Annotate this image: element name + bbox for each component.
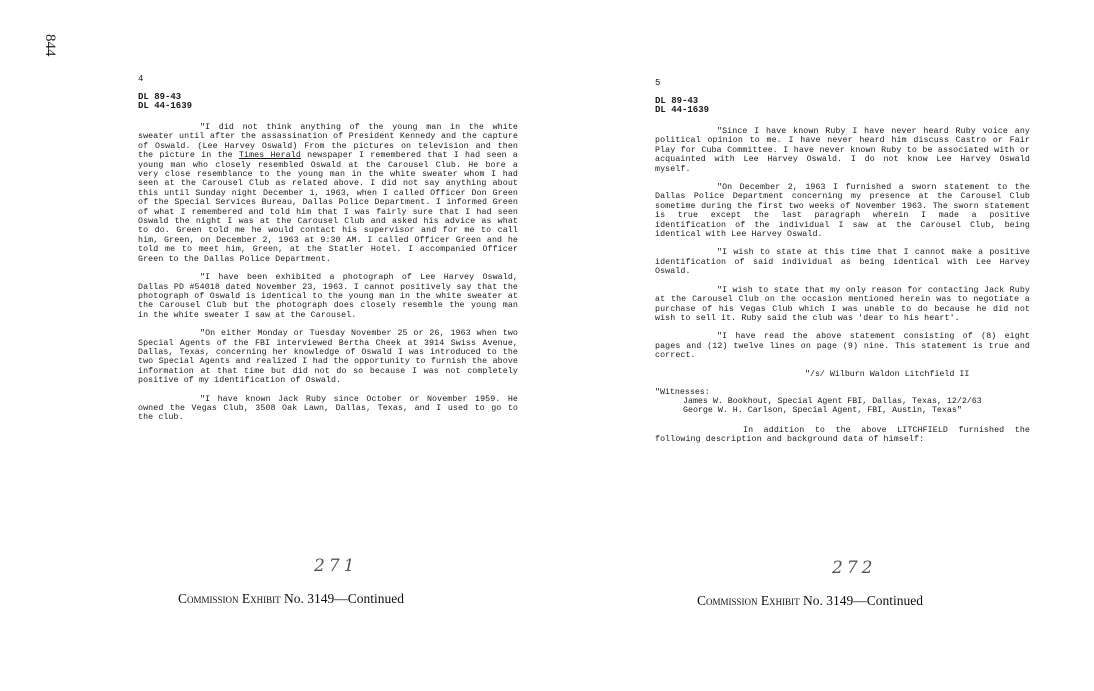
left-handwritten-number: 271: [314, 556, 359, 576]
left-file-number-1: DL 89-43: [138, 92, 182, 102]
left-caption-prefix: Commission Exhibit: [178, 591, 281, 606]
right-page-number: 5: [655, 78, 661, 88]
left-paragraph-1-pre: "I did not think anything of the young man in the white sweater until after the assassination of President Kennedy and the capture of Oswald. (Lee Harvey Oswald) From the pictures on television and then the picture in the: [138, 123, 518, 161]
right-page: [655, 78, 1030, 454]
left-paragraph-4: "I have known Jack Ruby since October or November 1959. He owned the Vegas Club, 3508 Oak Lawn, Dallas, Texas, and I used to go to the club.: [138, 394, 518, 423]
left-page: [138, 74, 518, 432]
witnesses-label: "Witnesses:: [655, 387, 710, 397]
left-paragraph-1-post: newspaper I remembered that I had seen a young man who closely resembled Oswald at the Carousel Club. He bore a very close resemblance to the young man in the white sweater whom I had seen at the Carousel Club as related above. I did not say anything about this until Sunday night December 1, 1963, when I called Officer Don Green of the Special Services Bureau, Dallas Police Department. I informed Green of what I remembered and told him that I was fairly sure that I had seen Oswald the night I was at the Carousel Club and asked his advice as what to do. Green told me he would contact his supervisor and for me to call him, Green, on December 2, 1963 at 9:30 AM. I called Officer Green and he told me to meet him, Green, at the Statler Hotel. I accompanied Officer Green to the Dallas Police Department.: [138, 151, 519, 264]
signature-line: "/s/ Wilburn Waldon Litchfield II: [805, 369, 970, 379]
right-caption: [697, 593, 923, 609]
right-file-number-1: DL 89-43: [655, 96, 699, 106]
closing-paragraph: In addition to the above LITCHFIELD furnished the following description and background data of himself:: [655, 425, 1030, 445]
right-paragraph-4: "I wish to state that my only reason for contacting Jack Ruby at the Carousel Club on the occasion mentioned herein was to negotiate a purchase of his Vegas Club which I was unable to do because he did not wish to sell it. Ruby said the club was 'dear to his heart'.: [655, 285, 1030, 323]
witness-1: James W. Bookhout, Special Agent FBI, Dallas, Texas, 12/2/63: [683, 396, 982, 406]
witnesses-block: [655, 388, 1030, 416]
left-paragraph-3: "On either Monday or Tuesday November 25 or 26, 1963 when two Special Agents of the FBI interviewed Bertha Cheek at 3914 Swiss Avenue, Dallas, Texas, concerning her knowledge of Oswald I was introduced to the two Special Agents and realized I had the opportunity to furnish the above information at that time but did not do so because I was not completely positive of my identification of Oswald.: [138, 329, 518, 386]
left-caption-suffix: No. 3149—Continued: [284, 591, 405, 606]
right-handwritten-number: 272: [832, 558, 877, 578]
right-caption-suffix: No. 3149—Continued: [803, 593, 924, 608]
witness-2: George W. H. Carlson, Special Agent, FBI, Austin, Texas": [683, 406, 962, 416]
left-caption: [178, 591, 404, 607]
left-paragraph-2: "I have been exhibited a photograph of Lee Harvey Oswald, Dallas PD #54018 dated November 23, 1963. I cannot positively say that the photograph of Oswald is identical to the young man in the white sweater at the Carousel Club but the photograph does closely resemble the young man in the white sweater I saw at the Carousel.: [138, 273, 518, 320]
right-file-number-2: DL 44-1639: [655, 105, 710, 115]
left-file-number-2: DL 44-1639: [138, 101, 193, 111]
newspaper-name: Times Herald: [238, 151, 301, 161]
book-page-number: 844: [42, 34, 58, 57]
left-page-number: 4: [138, 74, 144, 84]
right-paragraph-3: "I wish to state at this time that I cannot make a positive identification of said individual as being identical with Lee Harvey Oswald.: [655, 248, 1030, 277]
left-paragraph-1: [138, 123, 518, 264]
right-paragraph-5: "I have read the above statement consisting of (8) eight pages and (12) twelve lines on page (9) nine. This statement is true and correct.: [655, 332, 1030, 361]
right-paragraph-2: "On December 2, 1963 I furnished a sworn statement to the Dallas Police Department concerning my presence at the Carousel Club sometime during the first two weeks of November 1963. The sworn statement is true except the last paragraph wherein I made a positive identification of the individual I saw at the Carousel Club, being identical with Lee Harvey Oswald.: [655, 183, 1030, 240]
right-caption-prefix: Commission Exhibit: [697, 593, 800, 608]
right-paragraph-1: "Since I have known Ruby I have never heard Ruby voice any political opinion to me. I have never heard him discuss Castro or Fair Play for Cuba Committee. I have never known Ruby to be associated with or acquainted with Lee Harvey Oswald. I do not know Lee Harvey Oswald myself.: [655, 127, 1030, 174]
